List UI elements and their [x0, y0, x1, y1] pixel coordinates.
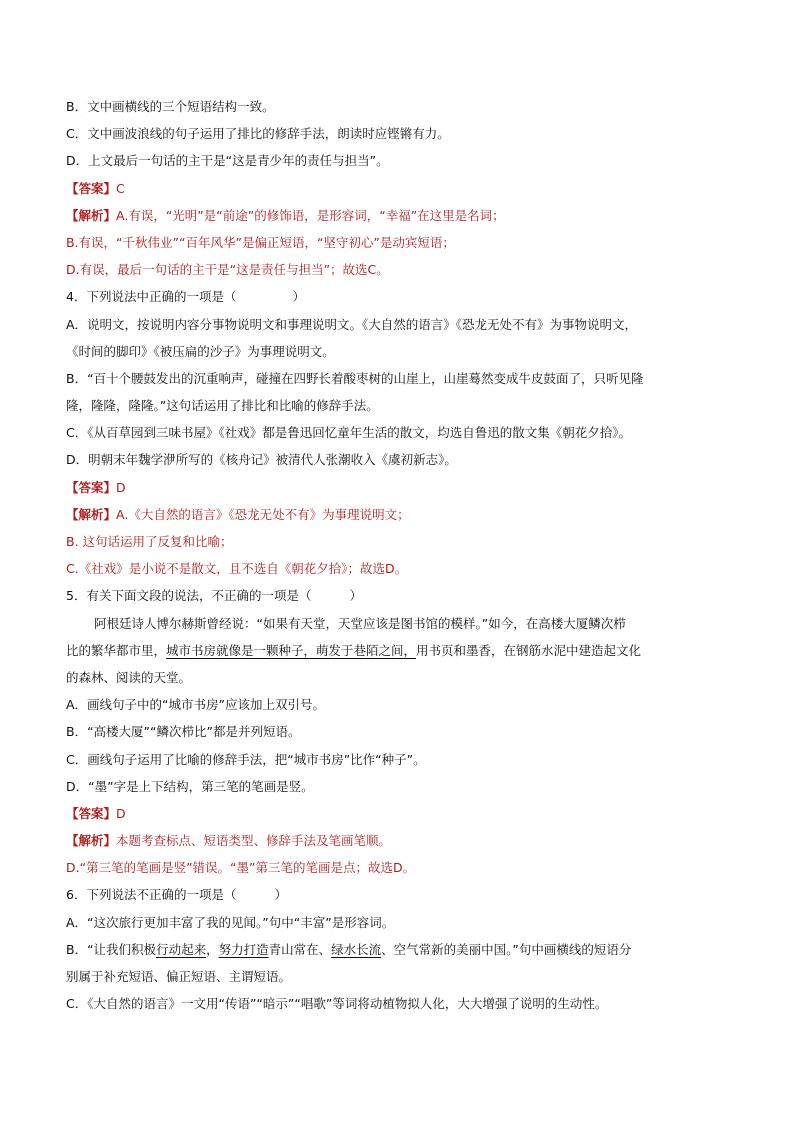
option-text: 青山常在、: [268, 941, 332, 957]
analysis-tag: 【解析】: [66, 506, 117, 522]
option-d-line: D．明朝末年魏学洢所写的《核舟记》被清代人张潮收入《虞初新志》。: [66, 452, 457, 468]
answer-tag: 【答案】: [66, 180, 117, 196]
option-b-line-cont: 隆，隆隆，隆隆。”这句话运用了排比和比喻的修辞手法。: [66, 398, 379, 414]
option-text: ，: [206, 941, 219, 957]
passage-text: 比的繁华都市里，: [66, 642, 167, 658]
option-c-line: C．文中画波浪线的句子运用了排比的修辞手法，朗读时应铿锵有力。: [66, 126, 450, 142]
analysis-line: D.有误，最后一句话的主干是“这是责任与担当”；故选C。: [66, 262, 389, 278]
option-a-line-cont: 《时间的脚印》《被压扁的沙子》为事理说明文。: [66, 343, 335, 359]
question-5-stem: [66, 582, 728, 609]
analysis-text: 本题考查标点、短语类型、修辞手法及笔画笔顺。: [116, 833, 392, 849]
option-c-line: C．《大自然的语言》一文用“传语”“暗示”“唱歌”等词将动植物拟人化，大大增强了说明的生动性。: [66, 996, 608, 1012]
passage-line: [66, 637, 728, 664]
option-d-line: D．上文最后一句话的主干是“这是青少年的责任与担当”。: [66, 153, 389, 169]
question-stem-close: ）: [349, 588, 362, 604]
underlined-phrase: 行动起来: [156, 941, 207, 957]
option-b-line: B．“百十个腰鼓发出的沉重响声，碰撞在四野长着酸枣树的山崖上，山崖蓦然变成牛皮鼓面了，只听见隆: [66, 370, 644, 386]
underlined-phrase: 绿水长流: [331, 941, 382, 957]
answer-tag: 【答案】: [66, 479, 117, 495]
analysis-text: A.《大自然的语言》《恐龙无处不有》为事理说明文；: [116, 506, 410, 522]
analysis-line: D.“第三笔的笔画是竖”错误。“墨”第三笔的笔画是点；故选D。: [66, 860, 416, 876]
answer-line: [66, 474, 728, 501]
answer-line: [66, 175, 728, 202]
question-stem-text: 4．下列说法中正确的一项是（: [66, 289, 237, 305]
answer-tag: 【答案】: [66, 805, 117, 821]
answer-value: D: [116, 805, 126, 821]
option-b-line-cont: 别属于补充短语、偏正短语、主谓短语。: [66, 969, 292, 984]
option-text: 、空气常新的美丽中国。”句中画横线的短语分: [381, 941, 632, 957]
option-c-line: C．《从百草园到三味书屋》《社戏》都是鲁迅回忆童年生活的散文，均选自鲁迅的散文集《朝花夕拾》。: [66, 425, 631, 441]
passage-line: 的森林、阅读的天堂。: [66, 669, 192, 685]
answer-value: C: [116, 180, 125, 196]
option-b-line: B．文中画横线的三个短语结构一致。: [66, 99, 275, 114]
underlined-phrase: 努力打造: [218, 941, 269, 957]
option-b-line: B．“高楼大厦”“鳞次栉比”都是并列短语。: [66, 724, 301, 740]
analysis-line: B. 这句话运用了反复和比喻；: [66, 534, 233, 549]
answer-value: D: [116, 479, 126, 495]
analysis-line: [66, 501, 728, 528]
question-stem-text: 6．下列说法不正确的一项是（: [66, 887, 237, 903]
option-a-line: A．说明文，按说明内容分事物说明文和事理说明文。《大自然的语言》《恐龙无处不有》为事物说明文，: [66, 316, 638, 332]
analysis-line: [66, 827, 728, 854]
option-a-line: A．“这次旅行更加丰富了我的见闻。”句中“丰富”是形容词。: [66, 914, 395, 930]
question-stem-text: 5．有关下面文段的说法，不正确的一项是（: [66, 588, 312, 604]
option-d-line: D．“墨”字是上下结构，第三笔的笔画是竖。: [66, 778, 314, 794]
analysis-line: C.《社戏》是小说不是散文，且不选自《朝花夕拾》；故选D。: [66, 561, 408, 577]
question-6-stem: [66, 881, 728, 908]
option-b-line: [66, 936, 728, 963]
analysis-line: [66, 202, 728, 229]
passage-line: 阿根廷诗人博尔赫斯曾经说：“如果有天堂，天堂应该是图书馆的模样。”如今，在高楼大厦鳞次栉: [94, 615, 626, 631]
analysis-tag: 【解析】: [66, 833, 117, 849]
question-stem-close: ）: [292, 289, 305, 305]
answer-line: [66, 800, 728, 827]
question-4-stem: [66, 283, 728, 310]
underlined-sentence: 城市书房就像是一颗种子，萌发于巷陌之间，: [166, 642, 417, 658]
option-text: B．“让我们积极: [66, 941, 157, 957]
analysis-tag: 【解析】: [66, 207, 117, 223]
option-a-line: A．画线句子中的“城市书房”应该加上双引号。: [66, 697, 326, 713]
document-content: [66, 93, 728, 1017]
analysis-text: A.有误，“光明”是“前途”的修饰语，是形容词，“幸福”在这里是名词；: [116, 207, 505, 223]
passage-text: 用书页和墨香，在钢筋水泥中建造起文化: [416, 642, 642, 658]
option-c-line: C．画线句子运用了比喻的修辞手法，把“城市书房”比作“种子”。: [66, 751, 426, 767]
analysis-line: B.有误，“千秋伟业”“百年风华”是偏正短语，“坚守初心”是动宾短语；: [66, 234, 455, 250]
question-stem-close: ）: [274, 887, 287, 903]
